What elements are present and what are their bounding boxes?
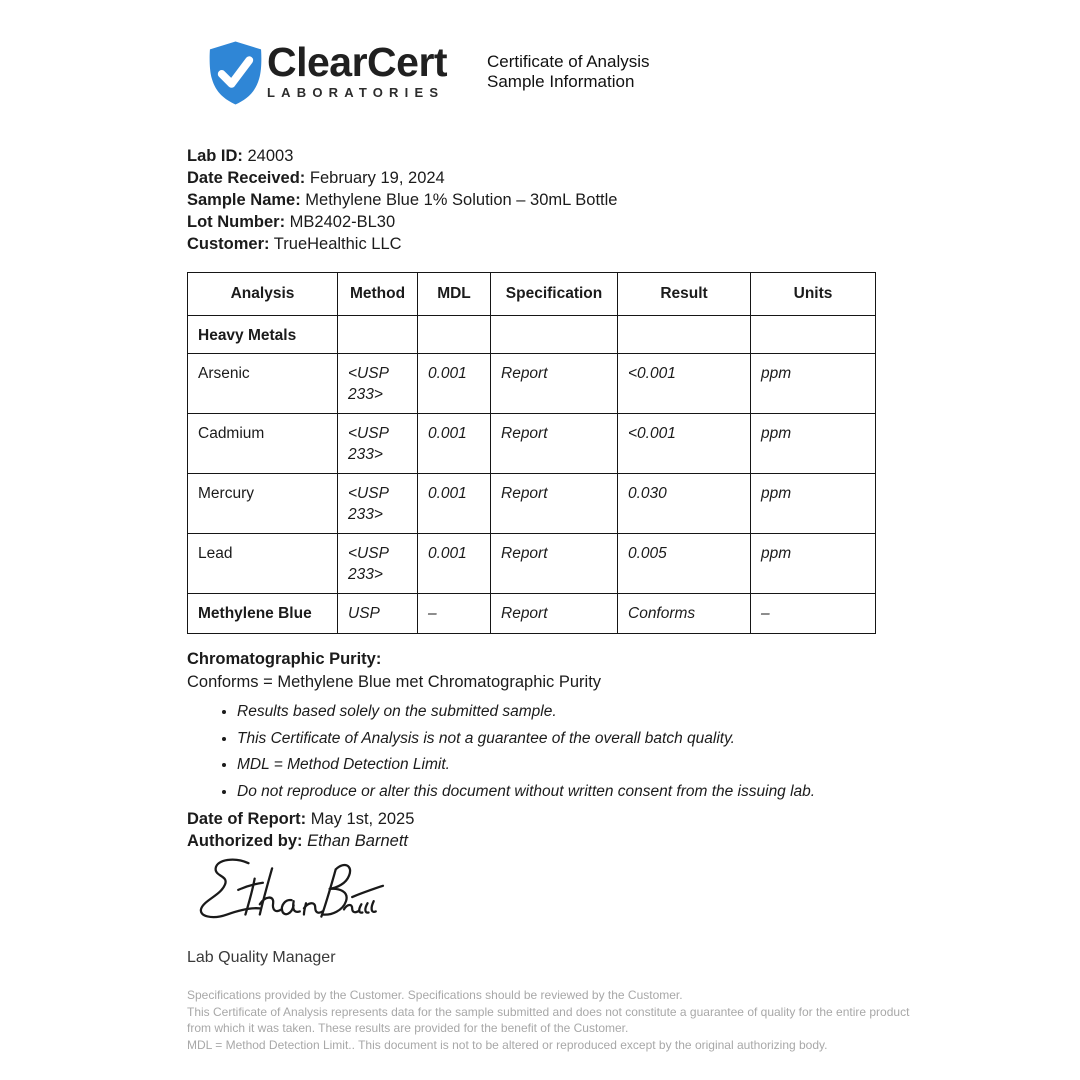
cell-method: USP <box>338 594 418 634</box>
cell-mdl: 0.001 <box>418 534 491 594</box>
cell-mdl: 0.001 <box>418 414 491 474</box>
date-received-label: Date Received: <box>187 169 306 187</box>
cell-result: 0.030 <box>618 474 751 534</box>
bullet-note: • Do not reproduce or alter this document without written consent from the issuing lab. <box>237 782 815 803</box>
cell-result: 0.005 <box>618 534 751 594</box>
table-row <box>188 594 876 634</box>
date-received-line <box>187 167 617 189</box>
cell-mdl: 0.001 <box>418 354 491 414</box>
cell-units: – <box>751 594 876 634</box>
signer-title: Lab Quality Manager <box>187 949 336 966</box>
cell-units: ppm <box>751 414 876 474</box>
shield-check-icon <box>207 40 264 106</box>
sample-name-label: Sample Name: <box>187 191 301 209</box>
cell-specification <box>491 316 618 354</box>
cell-units <box>751 316 876 354</box>
footer-line: This Certificate of Analysis represents data for the sample submitted and does not constitute a guarantee of quality for the entire product <box>187 1004 910 1019</box>
customer-line <box>187 233 617 255</box>
authorized-by-value: Ethan Barnett <box>302 832 408 850</box>
date-received-value: February 19, 2024 <box>305 169 445 187</box>
cell-units: ppm <box>751 474 876 534</box>
results-table <box>187 272 876 634</box>
cell-specification: Report <box>491 594 618 634</box>
chromatographic-purity-heading: Chromatographic Purity: <box>187 650 382 668</box>
lab-id-line <box>187 145 617 167</box>
footer-line: MDL = Method Detection Limit.. This document is not to be altered or reproduced except by the original authorizing body. <box>187 1037 828 1052</box>
document-title-line1: Certificate of Analysis <box>487 52 650 71</box>
cell-analysis: Cadmium <box>188 414 338 474</box>
report-authorization <box>187 808 414 852</box>
table-row <box>188 316 876 354</box>
header-result: Result <box>618 273 751 316</box>
sample-name-line <box>187 189 617 211</box>
cell-specification: Report <box>491 534 618 594</box>
authorized-by-label: Authorized by: <box>187 832 303 850</box>
footer-line: from which it was taken. These results are provided for the benefit of the Customer. <box>187 1021 629 1035</box>
bullet-note: • MDL = Method Detection Limit. <box>237 755 815 776</box>
cell-analysis: Mercury <box>188 474 338 534</box>
header-specification: Specification <box>491 273 618 316</box>
chromatographic-purity-section <box>187 648 601 694</box>
table-row <box>188 414 876 474</box>
sample-info <box>187 145 617 255</box>
cell-specification: Report <box>491 354 618 414</box>
document-title <box>487 52 650 92</box>
cell-units: ppm <box>751 534 876 594</box>
footer-disclaimer <box>187 987 947 1053</box>
cell-units: ppm <box>751 354 876 414</box>
table-row <box>188 534 876 594</box>
cell-method: <USP 233> <box>338 414 418 474</box>
cell-method: <USP 233> <box>338 534 418 594</box>
chromatographic-purity-text: Conforms = Methylene Blue met Chromatographic Purity <box>187 673 602 691</box>
brand-subtitle: LABORATORIES <box>267 85 445 100</box>
lab-id-value: 24003 <box>242 147 294 165</box>
header-method: Method <box>338 273 418 316</box>
header-analysis: Analysis <box>188 273 338 316</box>
brand-text <box>267 40 447 100</box>
header-mdl: MDL <box>418 273 491 316</box>
bullet-note: • This Certificate of Analysis is not a guarantee of the overall batch quality. <box>237 729 815 750</box>
authorized-by-line <box>187 830 414 852</box>
lot-number-line <box>187 211 617 233</box>
cell-result: Conforms <box>618 594 751 634</box>
cell-analysis: Arsenic <box>188 354 338 414</box>
customer-label: Customer: <box>187 235 270 253</box>
cell-result <box>618 316 751 354</box>
cell-mdl <box>418 316 491 354</box>
lab-id-label: Lab ID: <box>187 147 243 165</box>
sample-name-value: Methylene Blue 1% Solution – 30mL Bottle <box>300 191 618 209</box>
document-title-line2: Sample Information <box>487 72 635 91</box>
cell-analysis: Heavy Metals <box>188 316 338 354</box>
lot-number-label: Lot Number: <box>187 213 286 231</box>
lot-number-value: MB2402-BL30 <box>285 213 396 231</box>
footer-line: Specifications provided by the Customer. Specifications should be reviewed by the Customer. <box>187 988 683 1002</box>
cell-specification: Report <box>491 474 618 534</box>
brand-name: ClearCert <box>267 39 448 85</box>
disclaimer-bullets <box>187 702 815 808</box>
cell-analysis: Methylene Blue <box>188 594 338 634</box>
cell-method: <USP 233> <box>338 354 418 414</box>
header-units: Units <box>751 273 876 316</box>
cell-method: <USP 233> <box>338 474 418 534</box>
cell-specification: Report <box>491 414 618 474</box>
bullet-note: • Results based solely on the submitted sample. <box>237 702 815 723</box>
cell-analysis: Lead <box>188 534 338 594</box>
table-row <box>188 474 876 534</box>
date-of-report-line <box>187 808 414 830</box>
date-of-report-value: May 1st, 2025 <box>306 810 415 828</box>
cell-result: <0.001 <box>618 414 751 474</box>
cell-mdl: 0.001 <box>418 474 491 534</box>
date-of-report-label: Date of Report: <box>187 810 307 828</box>
customer-value: TrueHealthic LLC <box>269 235 402 253</box>
table-header-row <box>188 273 876 316</box>
cell-method <box>338 316 418 354</box>
lab-logo <box>207 40 447 106</box>
cell-result: <0.001 <box>618 354 751 414</box>
signature-image <box>190 856 385 932</box>
cell-mdl: – <box>418 594 491 634</box>
table-row <box>188 354 876 414</box>
